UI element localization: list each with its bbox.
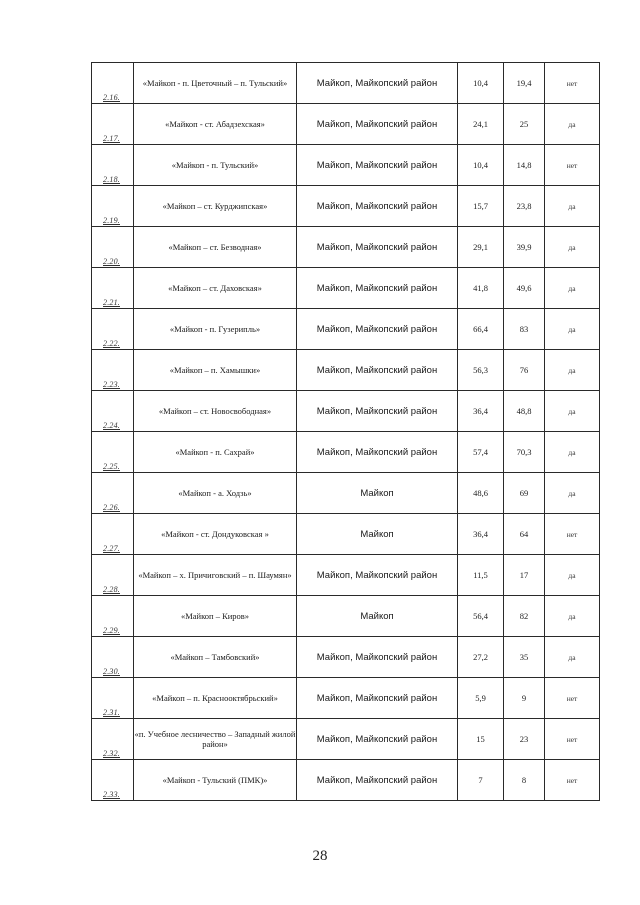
route-length-cell: 10,4: [458, 145, 504, 186]
route-flag-cell: да: [545, 350, 600, 391]
service-area-cell: Майкоп, Майкопский район: [297, 350, 458, 391]
table-row: [92, 637, 600, 678]
route-length-cell: 7: [458, 760, 504, 801]
route-length-total-cell: 19,4: [504, 63, 545, 104]
route-name-cell: «Майкоп - п. Цветочный – п. Тульский»: [134, 63, 297, 104]
route-number-label: 2.26.: [103, 503, 120, 512]
route-number-cell: [92, 391, 134, 432]
service-area-cell: Майкоп, Майкопский район: [297, 637, 458, 678]
service-area-cell: Майкоп, Майкопский район: [297, 145, 458, 186]
route-number-cell: [92, 555, 134, 596]
route-flag-cell: нет: [545, 719, 600, 760]
route-flag-cell: да: [545, 596, 600, 637]
route-number-label: 2.18.: [103, 175, 120, 184]
route-length-total-cell: 35: [504, 637, 545, 678]
route-length-total-cell: 8: [504, 760, 545, 801]
route-number-label: 2.22.: [103, 339, 120, 348]
page-number: 28: [312, 848, 328, 864]
route-name-cell: «Майкоп – ст. Курджипская»: [134, 186, 297, 227]
route-length-total-cell: 17: [504, 555, 545, 596]
service-area-cell: Майкоп, Майкопский район: [297, 555, 458, 596]
route-number-cell: [92, 63, 134, 104]
route-length-total-cell: 69: [504, 473, 545, 514]
table-row: [92, 186, 600, 227]
route-length-total-cell: 25: [504, 104, 545, 145]
route-flag-cell: да: [545, 268, 600, 309]
route-number-cell: [92, 678, 134, 719]
route-name-cell: «Майкоп - а. Ходзь»: [134, 473, 297, 514]
route-number-cell: [92, 637, 134, 678]
route-length-total-cell: 76: [504, 350, 545, 391]
table-row: [92, 719, 600, 760]
route-flag-cell: нет: [545, 145, 600, 186]
route-number-cell: [92, 309, 134, 350]
route-number-cell: [92, 719, 134, 760]
service-area-cell: Майкоп, Майкопский район: [297, 268, 458, 309]
routes-table-body: [92, 63, 600, 801]
route-name-cell: «Майкоп – п. Хамышки»: [134, 350, 297, 391]
service-area-cell: Майкоп, Майкопский район: [297, 719, 458, 760]
route-flag-cell: нет: [545, 760, 600, 801]
route-name-cell: «Майкоп – ст. Безводная»: [134, 227, 297, 268]
route-number-label: 2.27.: [103, 544, 120, 553]
route-name-cell: «Майкоп - Тульский (ПМК)»: [134, 760, 297, 801]
route-name-cell: «Майкоп - п. Гузерипль»: [134, 309, 297, 350]
route-length-cell: 41,8: [458, 268, 504, 309]
route-length-cell: 48,6: [458, 473, 504, 514]
route-length-total-cell: 70,3: [504, 432, 545, 473]
route-length-cell: 29,1: [458, 227, 504, 268]
route-length-total-cell: 23: [504, 719, 545, 760]
service-area-cell: Майкоп, Майкопский район: [297, 309, 458, 350]
route-number-label: 2.19.: [103, 216, 120, 225]
route-flag-cell: нет: [545, 514, 600, 555]
route-number-cell: [92, 104, 134, 145]
route-flag-cell: да: [545, 227, 600, 268]
table-row: [92, 104, 600, 145]
route-number-label: 2.24.: [103, 421, 120, 430]
route-length-cell: 24,1: [458, 104, 504, 145]
table-row: [92, 145, 600, 186]
route-length-cell: 36,4: [458, 514, 504, 555]
route-flag-cell: да: [545, 186, 600, 227]
route-number-cell: [92, 268, 134, 309]
route-length-total-cell: 14,8: [504, 145, 545, 186]
route-flag-cell: да: [545, 104, 600, 145]
route-number-cell: [92, 473, 134, 514]
route-number-cell: [92, 432, 134, 473]
route-number-cell: [92, 760, 134, 801]
route-number-label: 2.21.: [103, 298, 120, 307]
route-name-cell: «Майкоп – ст. Даховская»: [134, 268, 297, 309]
route-number-label: 2.29.: [103, 626, 120, 635]
route-number-label: 2.33.: [103, 790, 120, 799]
service-area-cell: Майкоп, Майкопский район: [297, 391, 458, 432]
route-name-cell: «Майкоп – Киров»: [134, 596, 297, 637]
route-length-cell: 11,5: [458, 555, 504, 596]
route-length-total-cell: 39,9: [504, 227, 545, 268]
route-number-label: 2.20.: [103, 257, 120, 266]
service-area-cell: Майкоп, Майкопский район: [297, 186, 458, 227]
route-number-label: 2.32.: [103, 749, 120, 758]
route-number-label: 2.25.: [103, 462, 120, 471]
route-name-cell: «Майкоп - ст. Абадзехская»: [134, 104, 297, 145]
table-row: [92, 760, 600, 801]
route-length-total-cell: 49,6: [504, 268, 545, 309]
route-flag-cell: нет: [545, 678, 600, 719]
route-number-cell: [92, 145, 134, 186]
route-length-cell: 15,7: [458, 186, 504, 227]
route-length-cell: 15: [458, 719, 504, 760]
route-number-label: 2.30.: [103, 667, 120, 676]
table-row: [92, 309, 600, 350]
route-flag-cell: да: [545, 555, 600, 596]
route-length-cell: 57,4: [458, 432, 504, 473]
table-row: [92, 473, 600, 514]
route-number-label: 2.28.: [103, 585, 120, 594]
route-number-cell: [92, 350, 134, 391]
route-flag-cell: нет: [545, 63, 600, 104]
route-length-total-cell: 83: [504, 309, 545, 350]
route-number-label: 2.16.: [103, 93, 120, 102]
route-number-label: 2.23.: [103, 380, 120, 389]
service-area-cell: Майкоп: [297, 596, 458, 637]
service-area-cell: Майкоп: [297, 514, 458, 555]
service-area-cell: Майкоп, Майкопский район: [297, 227, 458, 268]
route-number-cell: [92, 514, 134, 555]
route-flag-cell: да: [545, 432, 600, 473]
route-length-total-cell: 9: [504, 678, 545, 719]
service-area-cell: Майкоп, Майкопский район: [297, 760, 458, 801]
service-area-cell: Майкоп, Майкопский район: [297, 104, 458, 145]
table-row: [92, 268, 600, 309]
route-name-cell: «Майкоп - п. Сахрай»: [134, 432, 297, 473]
service-area-cell: Майкоп, Майкопский район: [297, 63, 458, 104]
route-length-cell: 27,2: [458, 637, 504, 678]
route-flag-cell: да: [545, 473, 600, 514]
route-length-total-cell: 82: [504, 596, 545, 637]
route-name-cell: «Майкоп – п. Краснооктябрьский»: [134, 678, 297, 719]
service-area-cell: Майкоп, Майкопский район: [297, 678, 458, 719]
route-length-cell: 56,4: [458, 596, 504, 637]
route-flag-cell: да: [545, 309, 600, 350]
route-name-cell: «Майкоп - п. Тульский»: [134, 145, 297, 186]
route-length-cell: 56,3: [458, 350, 504, 391]
table-row: [92, 391, 600, 432]
route-flag-cell: да: [545, 391, 600, 432]
table-row: [92, 596, 600, 637]
route-length-cell: 5,9: [458, 678, 504, 719]
route-name-cell: «Майкоп – х. Причиговский – п. Шаумян»: [134, 555, 297, 596]
route-length-total-cell: 48,8: [504, 391, 545, 432]
routes-table: [91, 62, 600, 801]
route-number-cell: [92, 227, 134, 268]
table-row: [92, 227, 600, 268]
route-number-label: 2.31.: [103, 708, 120, 717]
service-area-cell: Майкоп: [297, 473, 458, 514]
route-number-cell: [92, 186, 134, 227]
table-row: [92, 514, 600, 555]
route-length-total-cell: 23,8: [504, 186, 545, 227]
route-length-cell: 10,4: [458, 63, 504, 104]
route-name-cell: «Майкоп – Тамбовский»: [134, 637, 297, 678]
route-flag-cell: да: [545, 637, 600, 678]
table-row: [92, 432, 600, 473]
route-number-cell: [92, 596, 134, 637]
route-length-cell: 66,4: [458, 309, 504, 350]
route-length-total-cell: 64: [504, 514, 545, 555]
route-number-label: 2.17.: [103, 134, 120, 143]
table-row: [92, 350, 600, 391]
table-row: [92, 63, 600, 104]
route-name-cell: «Майкоп - ст. Дондуковская »: [134, 514, 297, 555]
route-name-cell: «п. Учебное лесничество – Западный жилой район»: [134, 719, 297, 760]
route-name-cell: «Майкоп – ст. Новосвободная»: [134, 391, 297, 432]
route-length-cell: 36,4: [458, 391, 504, 432]
table-row: [92, 555, 600, 596]
service-area-cell: Майкоп, Майкопский район: [297, 432, 458, 473]
table-row: [92, 678, 600, 719]
